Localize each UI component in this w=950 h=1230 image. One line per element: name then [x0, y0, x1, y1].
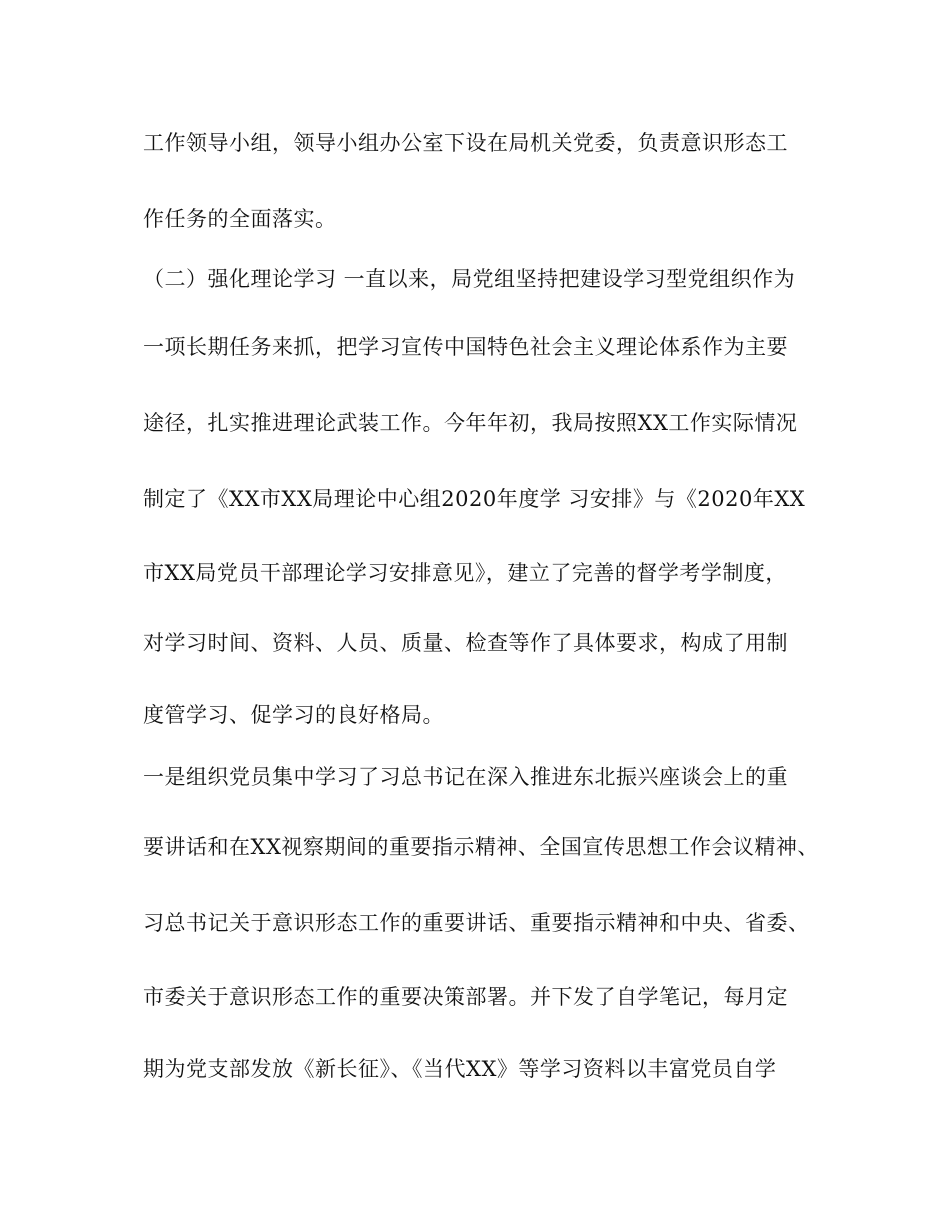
text-line-3: （二）强化理论学习 一直以来，局党组坚持把建设学习型党组织作为	[143, 267, 796, 291]
text-line-12: 习总书记关于意识形态工作的重要讲话、重要指示精神和中央、省委、	[143, 911, 810, 935]
text-line-13: 市委关于意识形态工作的重要决策部署。并下发了自学笔记，每月定	[143, 985, 788, 1009]
text-line-8: 对学习时间、资料、人员、质量、检查等作了具体要求，构成了用制	[143, 631, 788, 655]
text-line-1: 工作领导小组，领导小组办公室下设在局机关党委，负责意识形态工	[143, 131, 788, 155]
text-line-11: 要讲话和在XX视察期间的重要指示精神、全国宣传思想工作会议精神、	[143, 835, 819, 859]
text-line-6: 制定了《XX市XX局理论中心组2020年度学 习安排》与《2020年XX	[143, 487, 806, 511]
text-line-5: 途径，扎实推进理论武装工作。今年年初，我局按照XX工作实际情况	[143, 411, 798, 435]
text-line-7: 市XX局党员干部理论学习安排意见》，建立了完善的督学考学制度，	[143, 561, 787, 585]
text-line-2: 作任务的全面落实。	[143, 207, 337, 231]
text-line-9: 度管学习、促学习的良好格局。	[143, 703, 444, 727]
text-line-10: 一是组织党员集中学习了习总书记在深入推进东北振兴座谈会上的重	[143, 765, 788, 789]
text-line-4: 一项长期任务来抓，把学习宣传中国特色社会主义理论体系作为主要	[143, 335, 788, 359]
text-line-14: 期为党支部发放《新长征》、《当代XX》等学习资料以丰富党员自学	[143, 1057, 777, 1081]
